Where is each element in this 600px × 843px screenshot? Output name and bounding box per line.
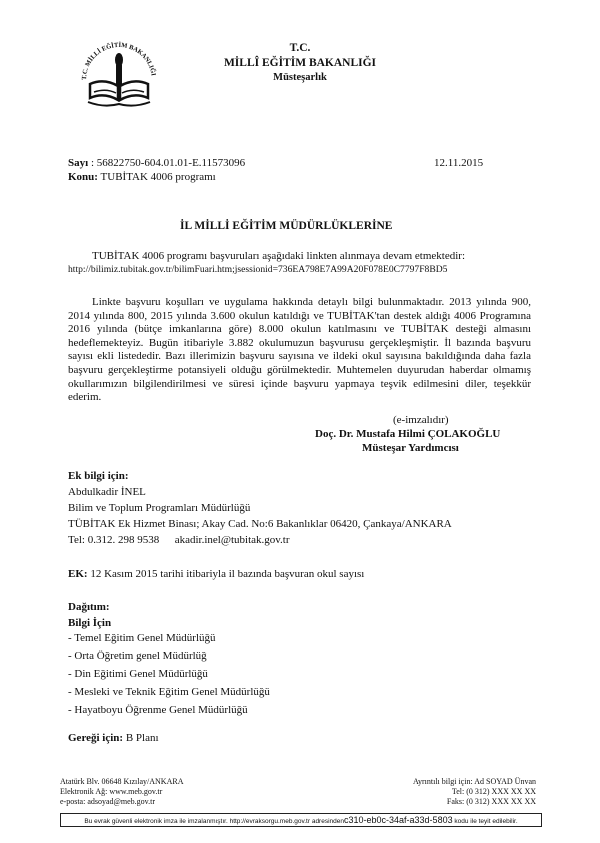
distribution-item: - Hayatboyu Öğrenme Genel Müdürlüğü (68, 704, 248, 716)
paragraph-1-line-1: TUBİTAK 4006 programı başvuruları aşağıdaki linkten alınmaya devam etmektedir: (92, 250, 466, 262)
signatory-title: Müsteşar Yardımcısı (362, 442, 459, 454)
distribution-subheading: Bilgi İçin (68, 617, 112, 629)
letterhead-ministry: MİLLÎ EĞİTİM BAKANLIĞI (223, 57, 377, 69)
geregi-value: B Planı (125, 732, 159, 744)
contact-phone: Tel: 0.312. 298 9538 (68, 534, 160, 546)
footer-tel: Tel: (0 312) XXX XX XX (451, 787, 536, 796)
extra-info-heading: Ek bilgi için: (68, 470, 129, 482)
document-subject (68, 171, 216, 183)
distribution-heading: Dağıtım: (68, 601, 110, 613)
contact-address: TÜBİTAK Ek Hizmet Binası; Akay Cad. No:6 Bakanlıklar 06420, Çankaya/ANKARA (68, 518, 452, 530)
document-date: 12.11.2015 (434, 157, 484, 169)
attachment (68, 568, 364, 580)
konu-value: TUBİTAK 4006 programı (100, 171, 216, 183)
ministry-seal (74, 34, 164, 114)
document-number (68, 157, 245, 169)
letterhead-department: Müsteşarlık (273, 72, 327, 83)
seal-arc-text: T.C. MİLLİ EĞİTİM BAKANLIĞI (80, 41, 157, 81)
footer-fax: Faks: (0 312) XXX XX XX (446, 797, 536, 806)
verification-code: c310-eb0c-34af-a33d-5803 (344, 815, 453, 825)
paragraph-2: Linkte başvuru koşulları ve uygulama hakkında detaylı bilgi bulunmaktadır. 2013 yılında 900, 2014 yılında 800, 2015 yılında 3.600 okulun katıldığı ve TUBİTAK'tan destek aldığı 4006 Programına 2016 yılında (bütçe imkanlarına göre) 8.000 okulun katılmasını ve TUBİTAK desteği almasını hedeflemekteyiz. Bugün itibariyle 3.882 okulumuzun başvurusu gerçekleşmiştir. İl bazında başvuru sayısı ekli listededir. Bazı illerimizin başvuru sayısına ve ildeki okul sayısına bakıldığında daha fazla başvuru gerçekleştirme potansiyeli olduğu görülmektedir. Muhtemelen duyurudan haberdar olmamış okullarımızın bilgilendirilmesi ve süresi içinde başvuru yapmaya teşvik edilmesini diler, teşekkür ederim. (68, 296, 531, 404)
verification-suffix: kodu ile teyit edilebilir. (454, 818, 518, 825)
application-link: http://bilimiz.tubitak.gov.tr/bilimFuari.htm;jsessionid=736EA798E7A99A20F078E0C7797F8BD5 (68, 264, 448, 275)
sayi-label: Sayı (68, 157, 89, 169)
distribution-item: - Din Eğitimi Genel Müdürlüğü (68, 668, 208, 680)
verification-prefix: Bu evrak güvenli elektronik imza ile imzalanmıştır. http://evraksorgu.meb.gov.tr adresinden (84, 818, 344, 825)
attachment-text: 12 Kasım 2015 tarihi itibariyla il bazında başvuran okul sayısı (90, 568, 365, 580)
footer-address-block (60, 777, 183, 807)
contact-name: Abdulkadir İNEL (68, 486, 146, 498)
footer-website: Elektronik Ağ: www.meb.gov.tr (60, 787, 163, 796)
attachment-label: EK: (68, 568, 88, 580)
distribution-item: - Temel Eğitim Genel Müdürlüğü (68, 632, 216, 644)
geregi-label: Gereği için: (68, 732, 124, 744)
konu-label: Konu: (68, 171, 98, 183)
sayi-value: : 56822750-604.01.01-E.11573096 (90, 157, 246, 169)
footer-contact-person: Ayrıntılı bilgi için: Ad SOYAD Ünvan (412, 777, 536, 786)
distribution-item: - Mesleki ve Teknik Eğitim Genel Müdürlüğü (68, 686, 270, 698)
contact-email: akadir.inel@tubitak.gov.tr (174, 534, 290, 546)
signatory-name: Doç. Dr. Mustafa Hilmi ÇOLAKOĞLU (315, 428, 501, 440)
footer-address: Atatürk Blv. 06648 Kızılay/ANKARA (60, 777, 184, 786)
verification-bar (60, 813, 542, 827)
footer-email: e-posta: adsoyad@meb.gov.tr (60, 797, 156, 806)
distribution-item: - Orta Öğretim genel Müdürlüğ (68, 650, 207, 662)
contact-unit: Bilim ve Toplum Programları Müdürlüğü (68, 502, 251, 514)
footer-contact-block (384, 777, 536, 807)
letterhead-line-1: T.C. (289, 42, 311, 54)
contact-phone-email (68, 534, 290, 546)
geregi-line (68, 732, 159, 744)
addressee: İL MİLLİ EĞİTİM MÜDÜRLÜKLERİNE (180, 220, 393, 232)
e-signature-note: (e-imzalıdır) (393, 414, 449, 426)
